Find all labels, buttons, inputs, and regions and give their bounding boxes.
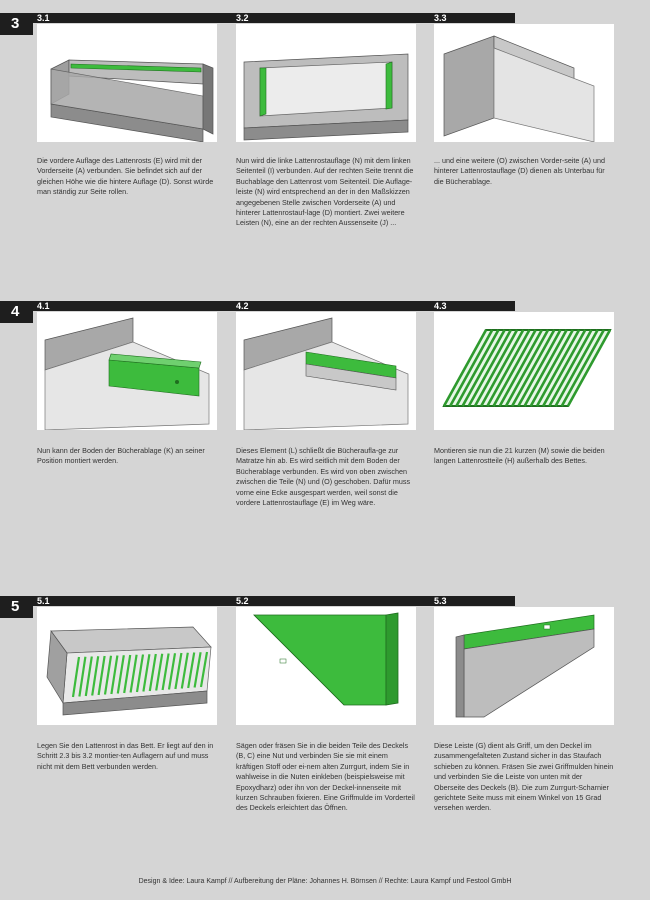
- step-4-3-illustration: [434, 312, 614, 430]
- section-3-number: 3: [11, 15, 20, 32]
- step-3-2-illustration: [236, 24, 416, 142]
- step-3-1-caption: Die vordere Auflage des Lattenrosts (E) wird mit der Vorderseite (A) verbunden. Sie befindet sich auf der gleichen Höhe wie die hintere Auflage (D). Sonst würde man ständig zur Seite rollen.: [37, 156, 214, 197]
- step-4-2-illustration: [236, 312, 416, 430]
- step-4-1-caption: Nun kann der Boden der Bücherablage (K) an seiner Position montiert werden.: [37, 446, 205, 466]
- step-4-2-label: 4.2: [236, 301, 249, 311]
- section-5-number: 5: [11, 598, 20, 615]
- step-3-3-label: 3.3: [434, 13, 447, 23]
- step-5-1-caption: Legen Sie den Lattenrost in das Bett. Er liegt auf den in Schritt 2.3 bis 3.2 montier-ten Auflagern auf und muss nicht mit dem Bett verbunden werden.: [37, 741, 214, 771]
- step-5-2-caption: Sägen oder fräsen Sie in die beiden Teile des Deckels (B, C) eine Nut und verbinden Sie sie mit einem kräftigen Stoff oder ei-nem alten Zurrgurt, indem Sie in wahlweise in die Nuten einkleben (beispielsweise mit Epoxydharz) oder ihn von der Deckel-innenseite mit kurzen Schrauben fixieren. Eine Griffmulde im Vorderteil des Deckels erleichtert das Öffnen.: [236, 741, 415, 813]
- step-3-3-caption: ... und eine weitere (O) zwischen Vorder-seite (A) und hinterer Lattenrostauflage (D) dienen als Unterbau für die Bücherablage.: [434, 156, 605, 186]
- step-3-3-illustration: [434, 24, 614, 142]
- step-5-2-label: 5.2: [236, 596, 249, 606]
- step-3-1-label: 3.1: [37, 13, 50, 23]
- step-4-3-caption: Montieren sie nun die 21 kurzen (M) sowie die beiden langen Lattenrostteile (H) außerhalb des Bettes.: [434, 446, 605, 466]
- step-4-2-caption: Dieses Element (L) schließt die Bücheraufla-ge zur Matratze hin ab. Es wird seitlich mit dem Boden der Bücherablage verbunden. Es wird von oben zwischen zwischen die Teile (N) und (O) geschoben. Dafür muss vorne eine Ecke ausgespart werden, weil sonst die vordere Lattenrostauflage (E) im Weg wäre.: [236, 446, 411, 508]
- step-3-1-illustration: [37, 24, 217, 142]
- step-4-1-illustration: [37, 312, 217, 430]
- step-5-1-illustration: [37, 607, 217, 725]
- step-5-2-illustration: [236, 607, 416, 725]
- step-5-3-caption: Diese Leiste (G) dient als Griff, um den Deckel im zusammengefalteten Zustand sicher in das Staufach schieben zu können. Fräsen Sie zwei Griffmulden hinein und verbinden Sie die Leiste von unten mit der Oberseite des Deckels (B). Die zum Zurrgurt-Scharnier gerichtete Seite muss mit einem Winkel von 15 Grad versehen werden.: [434, 741, 614, 813]
- section-4-number: 4: [11, 303, 20, 320]
- step-4-1-label: 4.1: [37, 301, 50, 311]
- step-5-1-label: 5.1: [37, 596, 50, 606]
- credits-footer: Design & Idee: Laura Kampf // Aufbereitung der Pläne: Johannes H. Börnsen // Rechte: Laura Kampf und Festool GmbH: [138, 878, 512, 885]
- step-5-3-label: 5.3: [434, 596, 447, 606]
- step-4-3-label: 4.3: [434, 301, 447, 311]
- step-3-2-caption: Nun wird die linke Lattenrostauflage (N) mit dem linken Seitenteil (I) verbunden. Auf der rechten Seite trennt die Buchablage den Lattenrost vom Seitenteil. Die Auflage-leiste (N) wird entsprechend an der in den Maßskizzen angegebenen Stelle zwischen Vorderseite (A) und hinterer Lattenrostauf-lage (D) montiert. Zwei weitere Leisten (N), eine an der rechten Aussenseite (J) ...: [236, 156, 414, 228]
- step-3-2-label: 3.2: [236, 13, 249, 23]
- step-5-3-illustration: [434, 607, 614, 725]
